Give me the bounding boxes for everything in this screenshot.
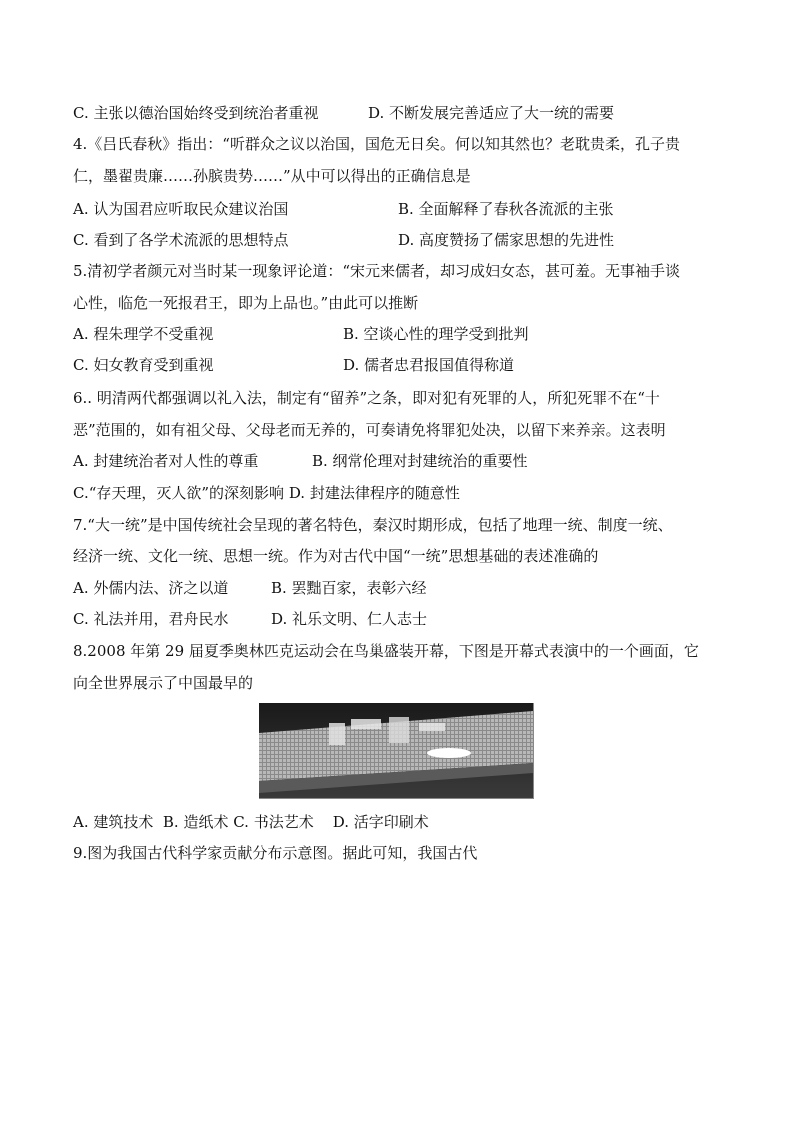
- q5-option-b: B. 空谈心性的理学受到批判: [343, 325, 529, 343]
- q4-option-a: A. 认为国君应听取民众建议治国: [73, 200, 289, 218]
- q8-stem-line-2: 向全世界展示了中国最早的: [73, 674, 254, 692]
- q4-stem-line-1: 4.《吕氏春秋》指出：“听群众之议以治国，国危无日矣。何以知其然也？老耽贵柔，孔子贵: [73, 135, 680, 153]
- q4-option-b: B. 全面解释了春秋各流派的主张: [398, 200, 614, 218]
- q6-stem-line-2: 恶”范围的，如有祖父母、父母老而无养的，可奏请免将罪犯处决，以留下来养亲。这表明: [73, 421, 666, 439]
- q7-option-b: B. 罢黜百家，表彰六经: [271, 579, 427, 597]
- q6-option-b: B. 纲常伦理对封建统治的重要性: [312, 452, 528, 470]
- q3-option-c: C. 主张以德治国始终受到统治者重视: [73, 104, 319, 122]
- q6-option-cd: C.“存天理，灭人欲”的深刻影响 D. 封建法律程序的随意性: [73, 484, 460, 502]
- q5-stem-line-1: 5.清初学者颜元对当时某一现象评论道：“宋元来儒者，却习成妇女态，甚可羞。无事袖手谈: [73, 262, 680, 280]
- movable-type-block-image: [259, 703, 533, 798]
- q7-stem-line-1: 7.“大一统”是中国传统社会呈现的著名特色，秦汉时期形成，包括了地理一统、制度一统、: [73, 516, 673, 534]
- q6-stem-line-1: 6.. 明清两代都强调以礼入法，制定有“留养”之条，即对犯有死罪的人，所犯死罪不在“十: [73, 389, 660, 407]
- q8-options: A. 建筑技术 B. 造纸术 C. 书法艺术 D. 活字印刷术: [73, 813, 429, 831]
- q6-option-a: A. 封建统治者对人性的尊重: [73, 452, 259, 470]
- q7-option-d: D. 礼乐文明、仁人志士: [271, 610, 428, 628]
- q5-stem-line-2: 心性，临危一死报君王，即为上品也。”由此可以推断: [73, 294, 419, 312]
- q5-option-d: D. 儒者忠君报国值得称道: [343, 356, 515, 374]
- q4-option-d: D. 高度赞扬了儒家思想的先进性: [398, 231, 615, 249]
- q4-stem-line-2: 仁，墨翟贵廉……孙膑贵势……”从中可以得出的正确信息是: [73, 167, 471, 185]
- q5-option-c: C. 妇女教育受到重视: [73, 356, 214, 374]
- q9-stem: 9.图为我国古代科学家贡献分布示意图。据此可知，我国古代: [73, 844, 478, 862]
- q7-option-a: A. 外儒内法、济之以道: [73, 579, 229, 597]
- opening-ceremony-photo: [259, 703, 534, 799]
- q8-stem-line-1: 8.2008 年第 29 届夏季奥林匹克运动会在鸟巢盛装开幕，下图是开幕式表演中的一个画面，它: [73, 642, 699, 660]
- q7-stem-line-2: 经济一统、文化一统、思想一统。作为对古代中国“一统”思想基础的表述准确的: [73, 547, 599, 565]
- q3-option-d: D. 不断发展完善适应了大一统的需要: [368, 104, 615, 122]
- q7-option-c: C. 礼法并用，君舟民水: [73, 610, 229, 628]
- q4-option-c: C. 看到了各学术流派的思想特点: [73, 231, 289, 249]
- q5-option-a: A. 程朱理学不受重视: [73, 325, 214, 343]
